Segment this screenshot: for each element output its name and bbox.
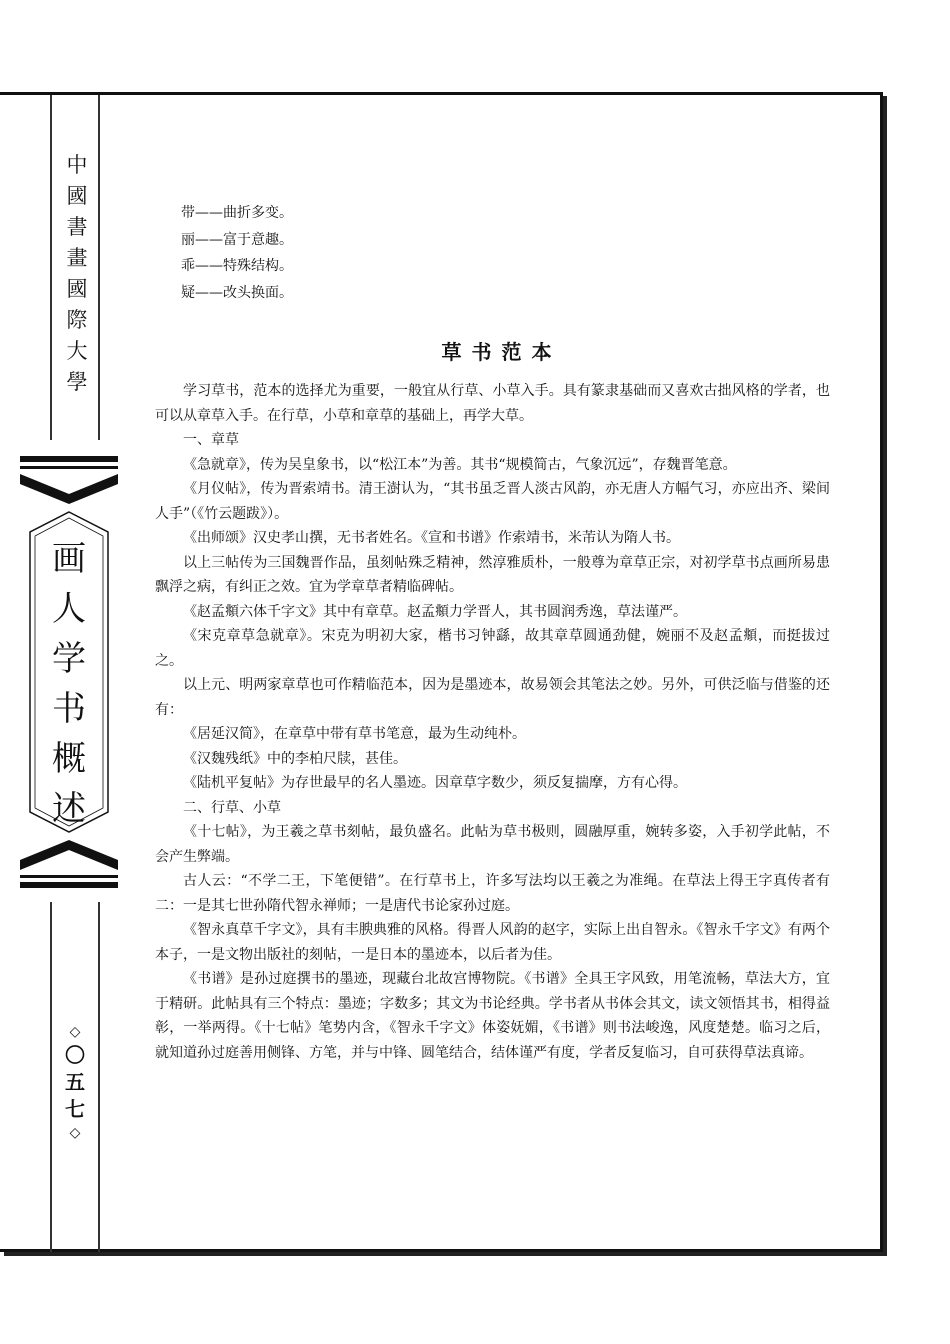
page-number <box>60 1022 90 1143</box>
sidebar-rule-left-bottom <box>50 902 52 1252</box>
university-name <box>62 150 92 398</box>
book-title-char: 述 <box>52 789 86 829</box>
paragraph: 《书谱》是孙过庭撰书的墨迹，现藏台北故宫博物院。《书谱》全具王字风致，用笔流畅，草法大方，宜于精研。此帖具有三个特点：墨迹；字数多；其文为书论经典。学书者从书体会其文，读文领悟其书，相得益彰，一举两得。《十七帖》笔势内含，《智永千字文》体姿妩媚，《书谱》则书法峻逸，风度楚楚。临习之后，就知道孙过庭善用侧锋、方笔，并与中锋、圆笔结合，结体谨严有度，学者反复临习，自可获得草法真谛。 <box>155 971 830 1061</box>
page-number-char: 五 <box>65 1070 85 1094</box>
paragraph: 《居延汉简》，在章草中带有草书笔意，最为生动纯朴。 <box>183 726 526 742</box>
book-title-char: 概 <box>52 739 86 779</box>
diamond-ornament-top: ◇ <box>69 1024 81 1040</box>
paragraph: 《急就章》，传为吴皇象书，以“松江本”为善。其书“规模简古，气象沉远”，存魏晋笔意。 <box>183 456 737 473</box>
paragraph: 《宋克章草急就章》。宋克为明初大家，楷书习钟繇，故其章草圆通劲健，婉丽不及赵孟頫，而挺拔过之。 <box>155 628 830 669</box>
paragraph: 《赵孟頫六体千字文》其中有章草。赵孟頫力学晋人，其书圆润秀逸，草法谨严。 <box>183 603 687 620</box>
book-title <box>16 534 122 834</box>
university-char: 學 <box>66 370 88 394</box>
university-char: 書 <box>66 215 88 239</box>
sidebar-rule-left-top <box>50 95 52 440</box>
sidebar-rule-right-top <box>98 95 100 440</box>
subheading: 二、行草、小草 <box>183 799 281 816</box>
book-title-char: 书 <box>52 689 86 729</box>
paragraph: 以上三帖传为三国魏晋作品，虽刻帖殊乏精神，然淳雅质朴，一般尊为章草正宗，对初学草书点画所易患飘浮之病，有纠正之效。宜为学章草者精临碑帖。 <box>155 554 830 595</box>
paragraph: 《十七帖》，为王羲之草书刻帖，最负盛名。此帖为草书极则，圆融厚重，婉转多姿，入手初学此帖，不会产生弊端。 <box>155 824 830 865</box>
verse-line: 疑——改头换面。 <box>181 284 293 301</box>
page-number-char: 七 <box>65 1097 85 1121</box>
paragraph: 《智永真草千字文》，具有丰腴典雅的风格。得晋人风韵的赵字，实际上出自智永。《智永千字文》有两个本子，一是文物出版社的刻帖，一是日本的墨迹本，以后者为佳。 <box>155 922 830 963</box>
frame-shadow-right <box>883 96 887 1256</box>
paragraph: 学习草书，范本的选择尤为重要，一般宜从行草、小草入手。具有篆隶基础而又喜欢古拙风格的学者，也可以从章草入手。在行草，小草和章草的基础上，再学大草。 <box>155 383 830 424</box>
paragraph: 以上元、明两家章草也可作精临范本，因为是墨迹本，故易领会其笔法之妙。另外，可供泛临与借鉴的还有： <box>155 677 830 718</box>
book-title-char: 人 <box>52 589 86 629</box>
paragraph: 《汉魏残纸》中的李柏尺牍，甚佳。 <box>183 750 407 767</box>
university-char: 際 <box>66 308 88 332</box>
paragraph: 《出师颂》汉史孝山撰，无书者姓名。《宣和书谱》作索靖书，米芾认为隋人书。 <box>183 530 680 546</box>
university-char: 中 <box>66 153 88 177</box>
book-title-char: 画 <box>52 539 86 579</box>
main-text <box>155 200 830 1065</box>
frame-shadow-bottom <box>4 1252 887 1256</box>
university-char: 畫 <box>66 246 88 270</box>
diamond-ornament-bottom: ◇ <box>69 1125 81 1141</box>
paragraph: 《陆机平复帖》为存世最早的名人墨迹。因章草字数少，须反复揣摩，方有心得。 <box>183 775 687 791</box>
sidebar-rule-right-bottom <box>98 902 100 1252</box>
book-title-char: 学 <box>52 639 86 679</box>
university-char: 國 <box>66 277 88 301</box>
university-char: 大 <box>66 339 88 363</box>
verse-list <box>181 200 830 306</box>
subheading: 一、章草 <box>183 432 239 448</box>
verse-line: 带——曲折多变。 <box>181 205 293 221</box>
section-heading: 草书范本 <box>441 340 562 364</box>
verse-line: 乖——特殊结构。 <box>181 258 293 274</box>
paragraph: 古人云：“不学二王，下笔便错”。在行草书上，许多写法均以王羲之为准绳。在草法上得王字真传者有二：一是其七世孙隋代智永禅师；一是唐代书论家孙过庭。 <box>155 873 830 914</box>
paragraph: 《月仪帖》，传为晋索靖书。清王澍认为，“其书虽乏晋人淡古风韵，亦无唐人方幅气习，亦应出齐、梁间人手”（《竹云题跋》）。 <box>155 481 830 522</box>
verse-line: 丽——富于意趣。 <box>181 231 293 248</box>
page-number-char: 〇 <box>65 1043 85 1067</box>
university-char: 國 <box>66 184 88 208</box>
